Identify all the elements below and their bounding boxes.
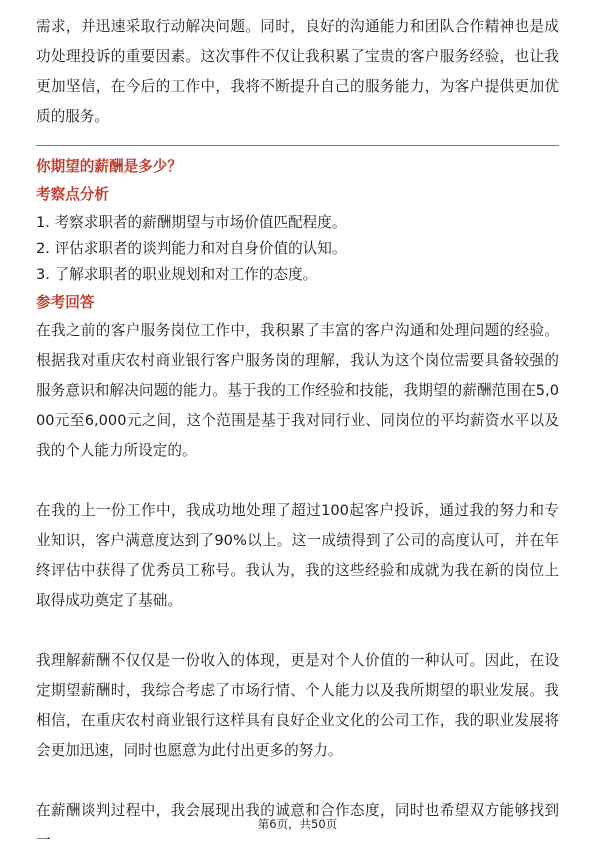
answer-heading: 参考回答 bbox=[36, 294, 95, 311]
analysis-point: 2. 评估求职者的谈判能力和对自身价值的认知。 bbox=[36, 240, 347, 257]
answer-paragraph: 在薪酬谈判过程中，我会展现出我的诚意和合作态度，同时也希望双方能够找到一 bbox=[36, 802, 559, 849]
analysis-point: 3. 了解求职者的职业规划和对工作的态度。 bbox=[36, 266, 318, 283]
intro-paragraph: 需求，并迅速采取行动解决问题。同时，良好的沟通能力和团队合作精神也是成功处理投诉的重要因素。这次事件不仅让我积累了宝贵的客户服务经验，也让我更加坚信，在今后的工作中，我将不断提升自己的服务能力，为客户提供更加优质的服务。 bbox=[36, 18, 559, 125]
section-divider bbox=[36, 145, 559, 146]
analysis-point: 1. 考察求职者的薪酬期望与市场价值匹配程度。 bbox=[36, 214, 347, 231]
analysis-points bbox=[36, 210, 559, 288]
paragraph-gap bbox=[36, 766, 559, 796]
question-title: 你期望的薪酬是多少？ bbox=[36, 158, 182, 175]
paragraph-gap bbox=[36, 466, 559, 496]
page-number: 第6页，共50页 bbox=[257, 817, 338, 831]
analysis-heading: 考察点分析 bbox=[36, 186, 109, 203]
answer-paragraph: 在我之前的客户服务岗位工作中，我积累了丰富的客户沟通和处理问题的经验。根据我对重庆农村商业银行客户服务岗的理解，我认为这个岗位需要具备较强的服务意识和解决问题的能力。基于我的工作经验和技能，我期望的薪酬范围在5,000元至6,000元之间，这个范围是基于我对同行业、同岗位的平均薪资水平以及我的个人能力所设定的。 bbox=[36, 322, 559, 459]
answer-paragraph: 我理解薪酬不仅仅是一份收入的体现，更是对个人价值的一种认可。因此，在设定期望薪酬时，我综合考虑了市场行情、个人能力以及我所期望的职业发展。我相信，在重庆农村商业银行这样具有良好企业文化的公司工作，我的职业发展将会更加迅速，同时也愿意为此付出更多的努力。 bbox=[36, 652, 559, 759]
answer-paragraph: 在我的上一份工作中，我成功地处理了超过100起客户投诉，通过我的努力和专业知识，客户满意度达到了90%以上。这一成绩得到了公司的高度认可，并在年终评估中获得了优秀员工称号。我认为，我的这些经验和成就为我在新的岗位上取得成功奠定了基础。 bbox=[36, 502, 559, 609]
paragraph-gap bbox=[36, 616, 559, 646]
document-page bbox=[36, 0, 559, 856]
